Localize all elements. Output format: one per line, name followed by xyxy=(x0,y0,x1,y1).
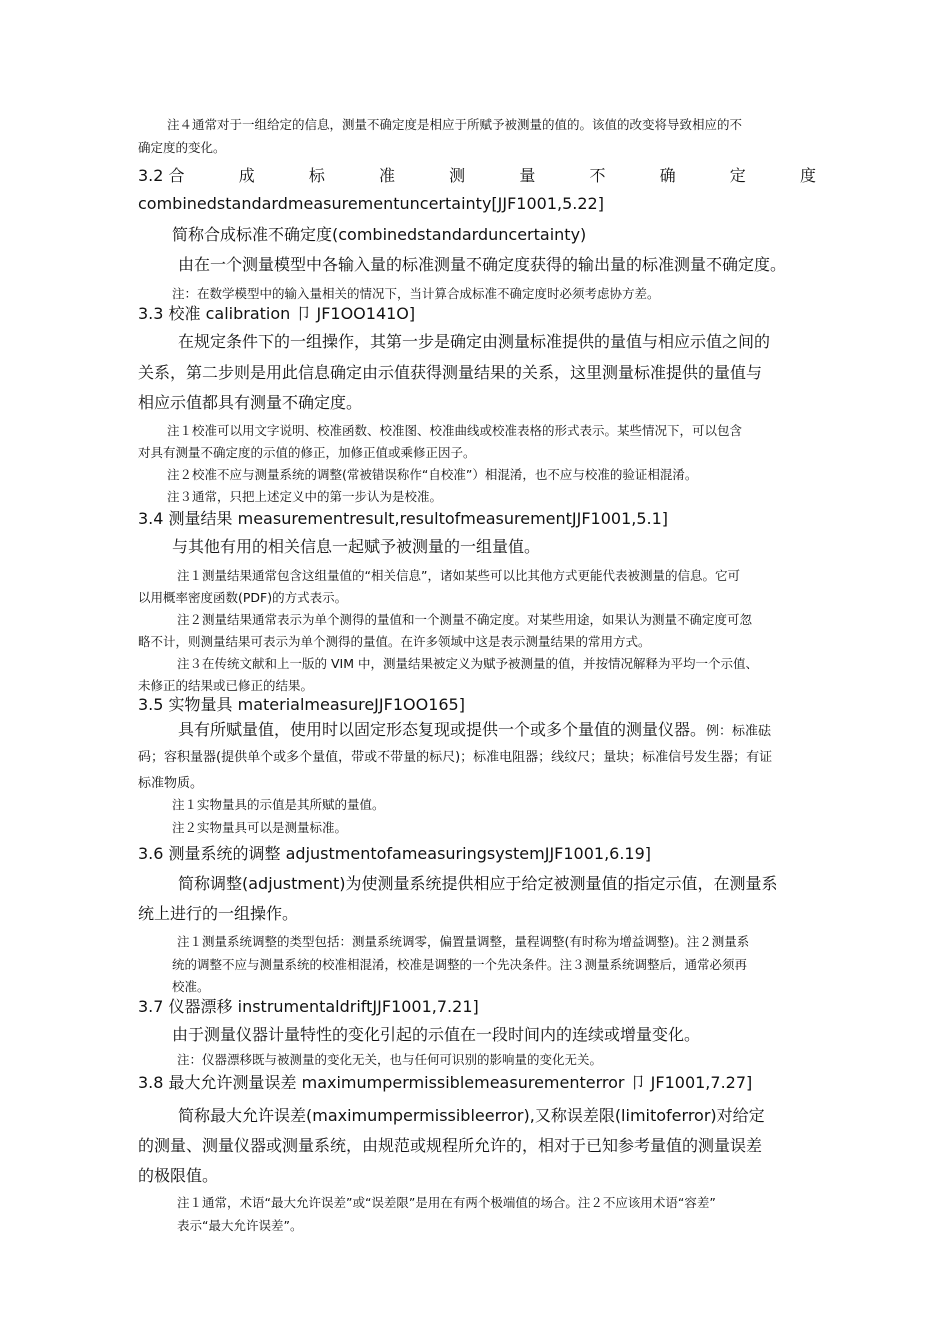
section-3-5-definition-line1 xyxy=(178,722,771,738)
heading-char: 3.2 合 xyxy=(138,166,185,185)
section-3-5-definition-main: 具有所赋量值，使用时以固定形态复现或提供一个或多个量值的测量仪器。 xyxy=(178,720,707,739)
section-3-4-note3-line1: 注３在传统文献和上一版的 VIM 中，测量结果被定义为赋予被测量的值，并按情况解释为平均一个示值、 xyxy=(177,656,758,671)
section-3-2-definition: 由在一个测量模型中各输入量的标准测量不确定度获得的输出量的标准测量不确定度。 xyxy=(178,255,787,274)
heading-char: 定 xyxy=(729,166,746,185)
heading-char: 度 xyxy=(799,166,816,185)
section-3-8-note-line1: 注１通常，术语“最大允许误差”或“误差限”是用在有两个极端值的场合。注２不应该用术语“容差” xyxy=(177,1195,716,1210)
note-3-1-4-line2: 确定度的变化。 xyxy=(138,140,226,155)
section-3-3-definition-line2: 关系，第二步则是用此信息确定由示值获得测量结果的关系，这里测量标准提供的量值与 xyxy=(138,363,763,382)
section-3-8-heading: 3.8 最大允许测量误差 maximumpermissiblemeasurementerror 卩 JF1001,7.27] xyxy=(138,1073,753,1092)
section-3-5-example-label: 例：标准砝 xyxy=(706,724,772,739)
section-3-3-heading: 3.3 校准 calibration 卩 JF1OO141O] xyxy=(138,304,416,323)
section-3-6-note-line3: 校准。 xyxy=(172,979,210,994)
section-3-2-english-term: combinedstandardmeasurementuncertainty[JJF1001,5.22] xyxy=(138,194,604,213)
section-3-8-definition-line2: 的测量、测量仪器或测量系统，由规范或规程所允许的，相对于已知参考量值的测量误差 xyxy=(138,1136,763,1155)
heading-char: 测 xyxy=(449,166,466,185)
note-3-1-4-line1: 注４通常对于一组给定的信息，测量不确定度是相应于所赋予被测量的值的。该值的改变将导致相应的不 xyxy=(167,117,743,132)
section-3-8-definition-line1: 简称最大允许误差(maximumpermissibleerror),又称误差限(limitoferror)对给定 xyxy=(178,1106,765,1125)
heading-char: 成 xyxy=(238,166,255,185)
section-3-4-note3-line2: 未修正的结果或已修正的结果。 xyxy=(138,678,314,693)
section-3-3-note1-line1: 注１校准可以用文字说明、校准函数、校准图、校准曲线或校准表格的形式表示。某些情况下，可以包含 xyxy=(167,423,743,438)
section-3-4-definition: 与其他有用的相关信息一起赋予被测量的一组量值。 xyxy=(172,537,541,556)
section-3-4-note1-line1: 注１测量结果通常包含这组量值的“相关信息”，诸如某些可以比其他方式更能代表被测量的信息。它可 xyxy=(177,568,740,583)
section-3-6-definition-line1: 简称调整(adjustment)为使测量系统提供相应于给定被测量值的指定示值，在测量系 xyxy=(178,874,778,893)
section-3-5-note2: 注２实物量具可以是测量标准。 xyxy=(172,820,348,835)
section-3-7-heading: 3.7 仪器漂移 instrumentaldriftJJF1001,7.21] xyxy=(138,997,479,1016)
section-3-4-note2-line1: 注２测量结果通常表示为单个测得的量值和一个测量不确定度。对某些用途，如果认为测量不确定度可忽 xyxy=(177,612,753,627)
section-3-6-definition-line2: 统上进行的一组操作。 xyxy=(138,904,299,923)
section-3-5-heading: 3.5 实物量具 materialmeasureJJF1OO165] xyxy=(138,695,465,714)
section-3-2-heading xyxy=(138,168,816,184)
section-3-7-definition: 由于测量仪器计量特性的变化引起的示值在一段时间内的连续或增量变化。 xyxy=(172,1025,701,1044)
section-3-4-note1-line2: 以用概率密度函数(PDF)的方式表示。 xyxy=(138,590,348,605)
section-3-5-definition-line3: 标准物质。 xyxy=(138,776,204,791)
heading-char: 确 xyxy=(659,166,676,185)
section-3-6-note-line1: 注１测量系统调整的类型包括：测量系统调零，偏置量调整，量程调整(有时称为增益调整)。注２测量系 xyxy=(177,934,750,949)
section-3-3-definition-line1: 在规定条件下的一组操作，其第一步是确定由测量标准提供的量值与相应示值之间的 xyxy=(178,332,771,351)
heading-char: 标 xyxy=(308,166,325,185)
section-3-7-note: 注：仪器漂移既与被测量的变化无关，也与任何可识别的影响量的变化无关。 xyxy=(177,1052,603,1067)
section-3-5-definition-line2: 码；容积量器(提供单个或多个量值，带或不带量的标尺)；标准电阻器；线纹尺；量块；标准信号发生器；有证 xyxy=(138,750,773,765)
section-3-8-note-line2: 表示“最大允许误差”。 xyxy=(177,1218,303,1233)
heading-char: 量 xyxy=(519,166,536,185)
section-3-6-heading: 3.6 测量系统的调整 adjustmentofameasuringsystemJJF1001,6.19] xyxy=(138,844,652,863)
section-3-3-definition-line3: 相应示值都具有测量不确定度。 xyxy=(138,393,363,412)
heading-char: 不 xyxy=(589,166,606,185)
section-3-4-heading: 3.4 测量结果 measurementresult,resultofmeasurementJJF1001,5.1] xyxy=(138,509,669,528)
section-3-4-note2-line2: 略不计，则测量结果可表示为单个测得的量值。在许多领域中这是表示测量结果的常用方式。 xyxy=(138,634,651,649)
heading-char: 准 xyxy=(379,166,396,185)
section-3-3-note3: 注３通常，只把上述定义中的第一步认为是校准。 xyxy=(167,489,443,504)
section-3-8-definition-line3: 的极限值。 xyxy=(138,1166,219,1185)
section-3-6-note-line2: 统的调整不应与测量系统的校准相混淆，校准是调整的一个先决条件。注３测量系统调整后，通常必须再 xyxy=(172,957,748,972)
section-3-5-note1: 注１实物量具的示值是其所赋的量值。 xyxy=(172,797,385,812)
section-3-3-note2: 注２校准不应与测量系统的调整(常被错误称作“自校准”）相混淆，也不应与校准的验证相混淆。 xyxy=(167,467,698,482)
section-3-2-alias: 简称合成标准不确定度(combinedstandarduncertainty) xyxy=(172,225,587,244)
section-3-2-note: 注：在数学模型中的输入量相关的情况下，当计算合成标准不确定度时必须考虑协方差。 xyxy=(172,286,660,301)
section-3-3-note1-line2: 对具有测量不确定度的示值的修正，加修正值或乘修正因子。 xyxy=(138,445,476,460)
